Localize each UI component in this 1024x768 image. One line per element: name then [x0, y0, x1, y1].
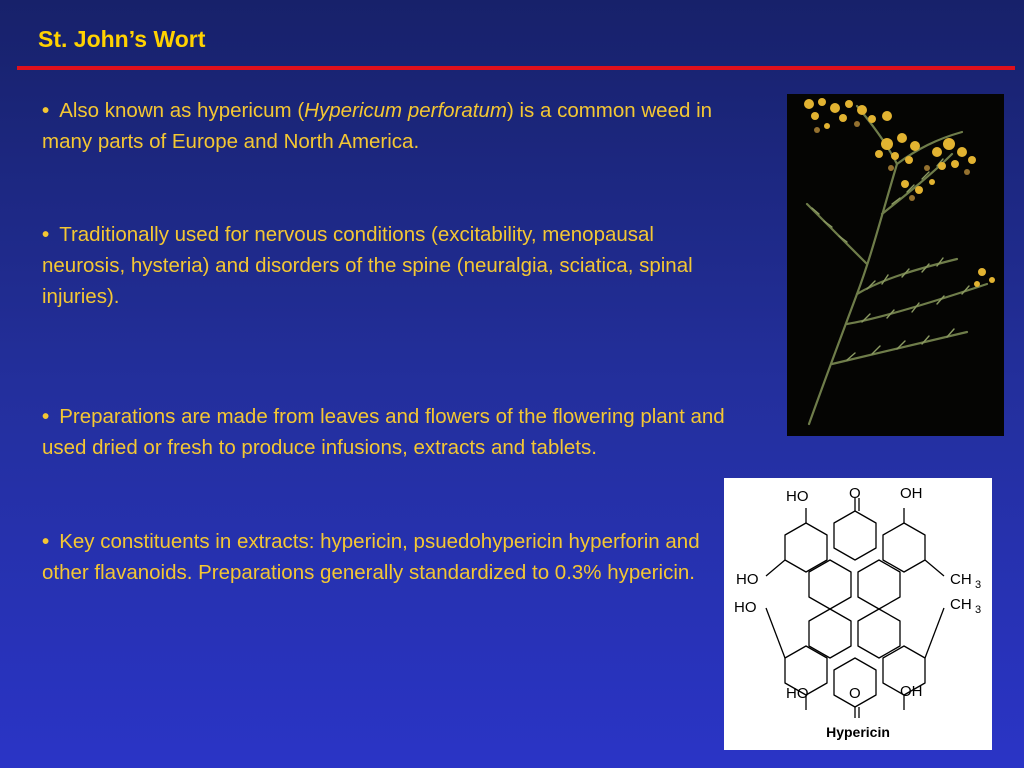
hypericin-structure — [724, 478, 992, 750]
bullet-dot: • — [42, 530, 50, 553]
bullet-3-text: Preparations are made from leaves and flowers of the flowering plant and used dried or fresh to produce infusions, extracts and tablets. — [42, 405, 725, 459]
group-bottom-center: O — [849, 685, 861, 702]
bullet-1-text-before: Also known as hypericum ( — [59, 99, 305, 122]
bullet-1-italic: Hypericum perforatum — [304, 99, 507, 122]
bullet-4-text: Key constituents in extracts: hypericin, psuedohypericin hyperforin and other flavanoids. Preparations generally standardized to 0.3% hypericin. — [42, 530, 700, 584]
group-mid-right-upper: CH — [950, 571, 972, 588]
methyl-subscript-upper: 3 — [975, 579, 982, 591]
bullet-1 — [42, 95, 732, 157]
hypericin-structure-icon — [724, 478, 992, 750]
slide-title: St. John’s Wort — [38, 26, 206, 52]
bullet-2-text: Traditionally used for nervous conditions (excitability, menopausal neurosis, hysteria) and disorders of the spine (neuralgia, sciatica, spinal injuries). — [42, 223, 693, 308]
bullet-2 — [42, 219, 732, 312]
bullet-dot: • — [42, 405, 50, 428]
group-top-center: O — [849, 485, 861, 502]
group-mid-left-lower: HO — [734, 599, 757, 616]
group-top-left: HO — [786, 488, 809, 505]
group-mid-right-lower: CH — [950, 596, 972, 613]
plant-photo-icon — [787, 94, 1004, 436]
group-top-right: OH — [900, 485, 923, 502]
bullet-4 — [42, 526, 732, 588]
bullet-3 — [42, 401, 732, 463]
title-divider — [17, 66, 1015, 70]
group-bottom-right: OH — [900, 683, 923, 700]
methyl-subscript-lower: 3 — [975, 604, 982, 616]
group-mid-left-upper: HO — [736, 571, 759, 588]
structure-label: Hypericin — [826, 724, 890, 740]
bullet-dot: • — [42, 223, 50, 246]
bullet-1-text-after: ) is a common weed in many parts of Europe and North America. — [42, 99, 713, 153]
group-bottom-left: HO — [786, 685, 809, 702]
bullet-dot: • — [42, 99, 50, 122]
plant-photo — [787, 94, 1004, 436]
